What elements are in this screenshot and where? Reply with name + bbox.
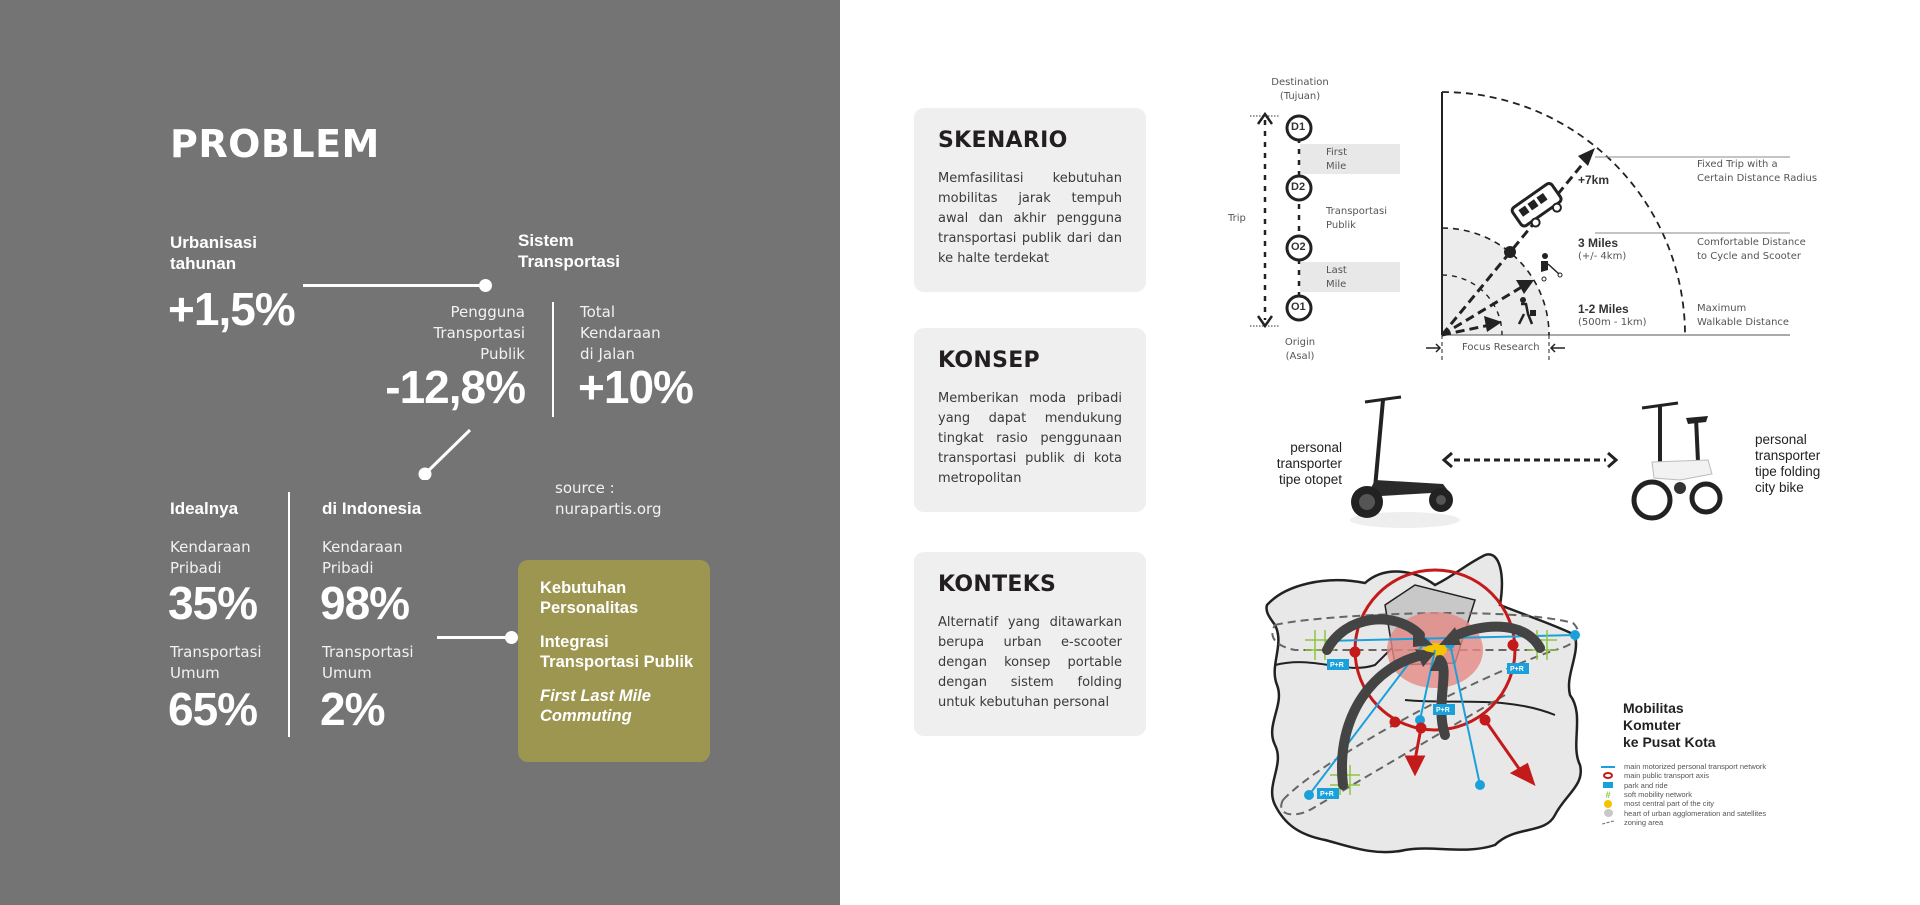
node-d1: D1 [1291,121,1306,133]
line: Mobilitas [1623,700,1684,716]
total-kendaraan-label [580,302,661,365]
svg-text:P+R: P+R [1320,791,1334,798]
line: tipe otopet [1278,472,1342,487]
svg-text:P+R: P+R [1330,662,1344,669]
legend-item [1598,808,1766,817]
connector-line [303,284,483,287]
pengguna-label [380,302,525,365]
segment-first-mile [1326,146,1347,174]
line: Destination [1271,77,1329,88]
legend-label: most central part of the city [1624,799,1715,809]
diagonal-connector [415,420,475,480]
line: Mile [1326,161,1347,172]
line: personal [1290,440,1342,455]
folding-bike-image [1620,400,1740,530]
card-body: Memfasilitasi kebutuhan mobilitas jarak tempuh awal dan akhir pengguna transportasi publik dari dan ke halte terdekat [938,171,1122,266]
line: Komuter [1623,717,1681,733]
connector-dot [479,279,492,292]
urbanisasi-label-line1: Urbanisasi [170,233,257,252]
label-line1: Transportasi [170,643,262,661]
card-skenario [914,108,1146,292]
urban-heart-icon [1598,809,1618,817]
map-legend [1598,762,1766,827]
label-line2: Umum [322,664,372,682]
pengguna-line3: Publik [480,345,525,363]
segment-last-mile [1326,264,1347,292]
legend-label: park and ride [1624,780,1668,790]
label-line1: Transportasi [322,643,414,661]
total-line3: di Jalan [580,345,635,363]
line: to Cycle and Scooter [1697,251,1801,262]
range-7km-desc [1697,158,1817,186]
box-connector-line [437,636,509,639]
focus-research-label: Focus Research [1462,342,1540,353]
card-body: Alternatif yang ditawarkan berupa urban e-scooter dengan konsep portable dengan sistem folding untuk kebutuhan personal [938,615,1122,710]
line: transporter [1755,448,1821,463]
transport-axis-icon [1598,772,1618,780]
urbanisasi-label [170,232,257,274]
pengguna-value: -12,8% [385,361,525,413]
indonesia-kendaraan-value: 98% [320,577,410,629]
legend-item [1598,799,1766,808]
range-3miles-sub: (+/- 4km) [1578,251,1627,262]
sistem-label-line1: Sistem [518,231,574,250]
line: First Last Mile [540,687,651,705]
legend-item [1598,790,1766,799]
idealnya-transport-label [170,642,262,684]
legend-item [1598,762,1766,771]
card-title: KONSEP [938,348,1040,373]
card-konsep [914,328,1146,512]
idealnya-kendaraan-label [170,537,251,579]
legend-item [1598,781,1766,790]
line: city bike [1755,480,1804,495]
total-line2: Kendaraan [580,324,661,342]
total-kendaraan-value: +10% [578,361,693,413]
source-note [555,478,662,520]
legend-label: heart of urban agglomeration and satellites [1624,808,1767,818]
range-3miles-value: 3 Miles [1578,236,1619,250]
line: Last [1326,265,1347,276]
card-title: KONTEKS [938,572,1057,597]
idealnya-heading: Idealnya [170,499,239,518]
line: ke Pusat Kota [1623,734,1716,750]
line: (Asal) [1285,351,1315,362]
range-3miles-desc [1697,236,1806,264]
network-line-icon [1598,763,1618,771]
line: Maximum [1697,303,1747,314]
range-7km-value: +7km [1578,173,1610,187]
line: Integrasi [540,633,609,651]
comparison-arrow [1440,450,1620,470]
indonesia-kendaraan-label [322,537,403,579]
legend-label: main motorized personal transport network [1624,762,1767,772]
line: Publik [1326,220,1356,231]
svg-text:P+R: P+R [1436,707,1450,714]
card-konteks [914,552,1146,736]
line: Comfortable Distance [1697,237,1806,248]
map-legend-title [1623,700,1716,751]
source-line1: source : [555,479,615,497]
bus-icon [1511,182,1567,233]
label-line1: Kendaraan [322,538,403,556]
idealnya-kendaraan-value: 35% [168,577,258,629]
range-1-2miles-desc [1697,302,1789,330]
line: Kebutuhan [540,579,627,597]
indonesia-heading: di Indonesia [322,499,422,518]
line: Mile [1326,279,1347,290]
line: personal [1755,432,1807,447]
label-line2: Umum [170,664,220,682]
label-line1: Kendaraan [170,538,251,556]
problem-panel [0,0,840,905]
legend-item [1598,818,1766,827]
zoning-icon [1598,818,1618,826]
line: tipe folding [1755,464,1821,479]
range-1-2miles-value: 1-2 Miles [1578,302,1629,316]
legend-item [1598,771,1766,780]
label-line2: Pribadi [170,559,222,577]
urbanisasi-value: +1,5% [168,283,295,335]
line: Walkable Distance [1697,317,1790,328]
total-line1: Total [580,303,616,321]
indonesia-transport-value: 2% [320,683,385,735]
line: transporter [1276,456,1342,471]
indonesia-transport-label [322,642,414,684]
legend-label: zoning area [1624,817,1664,827]
product-bike-label [1755,432,1820,496]
divider-line [552,302,554,417]
idealnya-transport-value: 65% [168,683,258,735]
svg-text:P+R: P+R [1510,666,1524,673]
city-center-icon [1598,800,1618,808]
node-o2: O2 [1291,241,1306,253]
legend-label: soft mobility network [1624,790,1692,800]
line: Commuting [540,707,632,725]
legend-label: main public transport axis [1624,771,1710,781]
node-o1: O1 [1291,301,1306,313]
card-title: SKENARIO [938,128,1068,153]
origin-label [1278,336,1322,364]
need-first-last-mile [540,686,710,726]
card-body: Memberikan moda pribadi yang dapat mendukung tingkat rasio penggunaan transportasi publik di kota metropolitan [938,391,1122,486]
problem-title: PROBLEM [170,122,380,166]
urbanisasi-label-line2: tahunan [170,254,237,273]
line: (Tujuan) [1279,91,1321,102]
line: Transportasi [1326,206,1388,217]
line: First [1326,147,1348,158]
line: Transportasi Publik [540,653,694,671]
trip-label: Trip [1228,213,1246,224]
line: Personalitas [540,599,639,617]
sistem-label-line2: Transportasi [518,252,621,271]
product-scooter-label [1260,440,1342,488]
park-ride-icon [1598,781,1618,789]
scooter-icon [1541,253,1562,281]
line: Origin [1284,337,1316,348]
label-line2: Pribadi [322,559,374,577]
box-connector-dot [505,631,518,644]
commuter-map [1255,545,1605,860]
source-link: nurapartis.org [555,500,662,518]
range-1-2miles-sub: (500m - 1km) [1578,317,1647,328]
soft-mobility-icon: # [1605,789,1611,800]
need-personalitas [540,578,710,618]
needs-box [518,560,710,762]
sistem-transportasi-label [518,230,620,272]
destination-label [1268,76,1332,104]
segment-transportasi-publik [1326,205,1387,233]
need-integrasi [540,632,710,672]
pengguna-line1: Pengguna [450,303,525,321]
line: Certain Distance Radius [1697,173,1818,184]
column-divider [288,492,290,737]
pengguna-line2: Transportasi [433,324,525,342]
node-d2: D2 [1291,181,1306,193]
line: Fixed Trip with a [1697,159,1778,170]
